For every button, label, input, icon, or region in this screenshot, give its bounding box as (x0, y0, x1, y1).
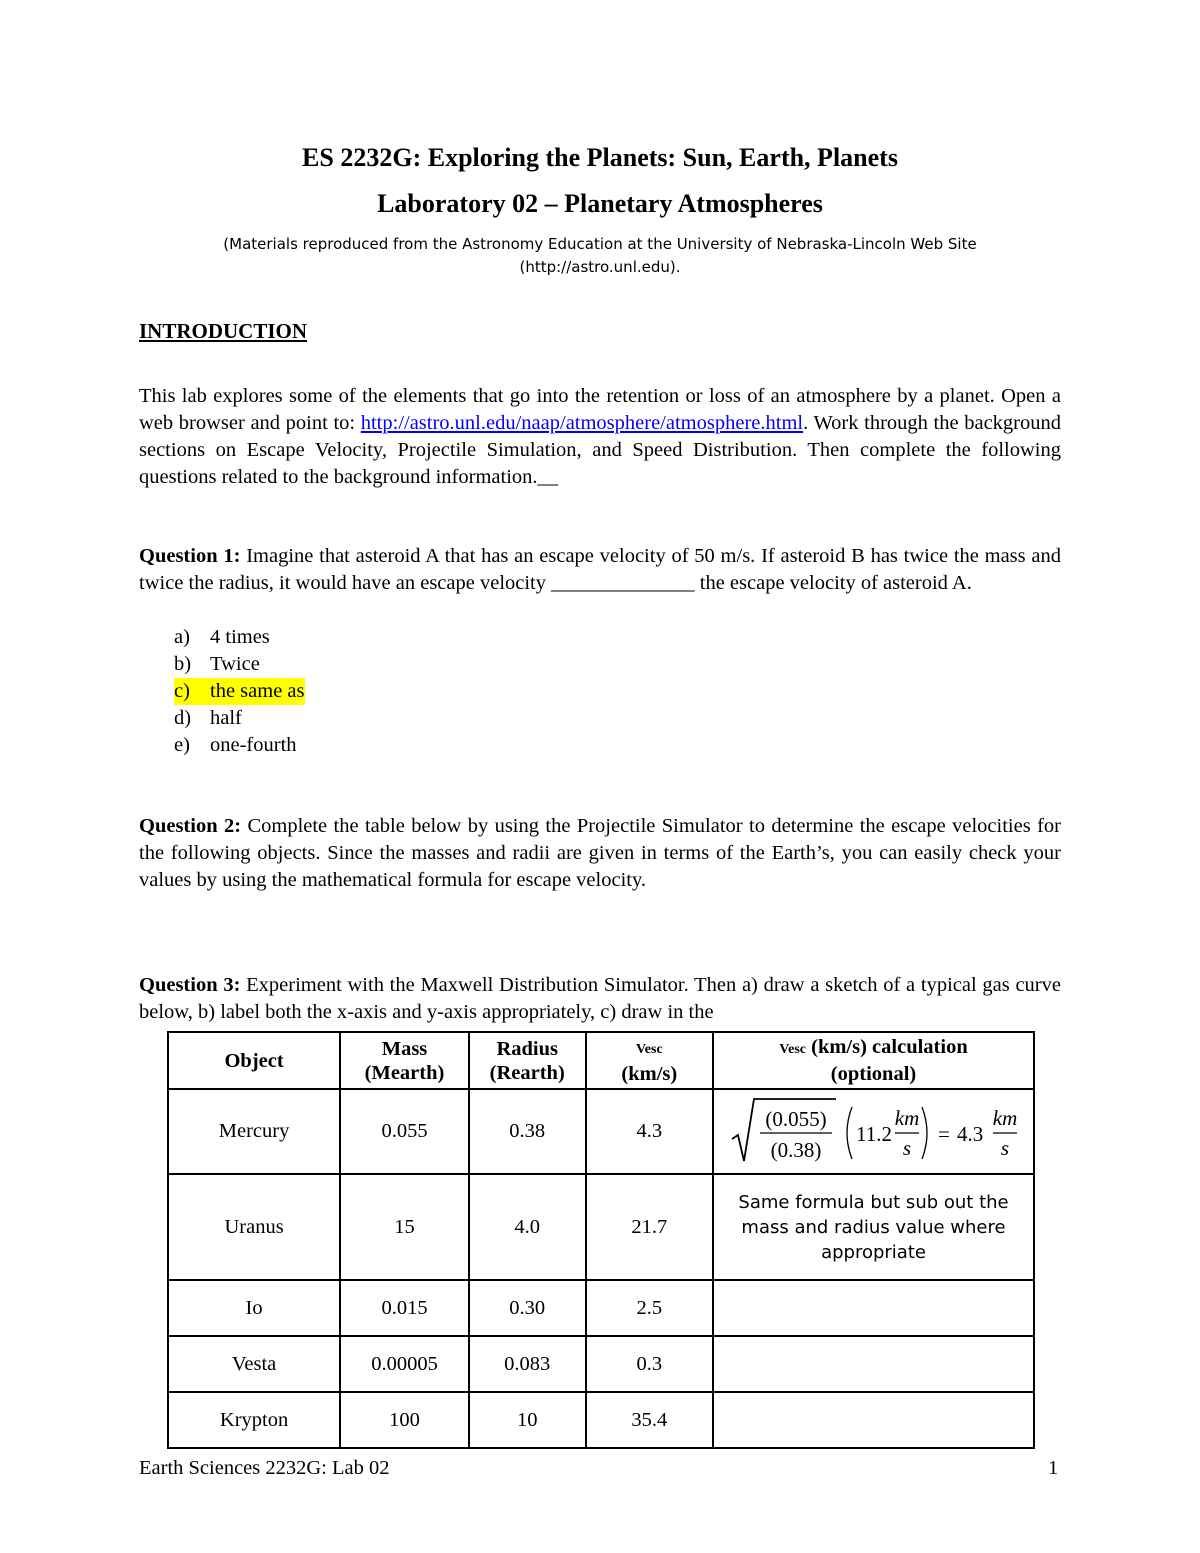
svg-text:(0.38): (0.38) (770, 1137, 821, 1162)
svg-text:km: km (992, 1105, 1017, 1130)
question-2 (139, 813, 1061, 894)
header-calculation: Vesc (km/s) calculation (optional) (713, 1032, 1034, 1089)
uranus-calc-note: Same formula but sub out the mass and radius value where appropriate (713, 1174, 1034, 1280)
svg-text:11.2: 11.2 (855, 1121, 892, 1146)
table-row: Mercury 0.055 0.38 4.3 (0.055) (0.38) 11.2 km s = 4.3 km s (168, 1089, 1034, 1174)
svg-text:s: s (1000, 1135, 1009, 1160)
escape-velocity-formula (724, 1095, 1024, 1169)
question-1-text: Imagine that asteroid A that has an escape velocity of 50 m/s. If asteroid B has twice the mass and twice the radius, it would have an escape velocity ______________ the escape velocity of asteroid A. (139, 545, 1061, 594)
table-row: Krypton 100 10 35.4 (168, 1392, 1034, 1448)
table-row: Uranus 15 4.0 21.7 Same formula but sub out the mass and radius value where appropriate (168, 1174, 1034, 1280)
option-c: c) the same as (174, 678, 305, 705)
intro-text-before: This lab explores some of the elements that go into the retention or loss of an atmosphere by a planet. Open a web browser and point to: (139, 385, 1061, 434)
mercury-formula (713, 1089, 1034, 1174)
question-3-label: Question 3: (139, 974, 241, 996)
footer-course: Earth Sciences 2232G: Lab 02 (139, 1457, 390, 1479)
svg-text:km: km (894, 1105, 919, 1130)
escape-velocity-table (167, 1031, 1035, 1449)
header-mass: Mass (Mearth) (340, 1032, 469, 1089)
option-b: b) Twice (174, 653, 260, 675)
footer-page-number: 1 (1048, 1457, 1059, 1479)
intro-paragraph (139, 383, 1061, 491)
option-e: e) one-fourth (174, 734, 297, 756)
header-object: Object (168, 1032, 340, 1089)
question-3 (139, 972, 1061, 1026)
option-d: d) half (174, 707, 242, 729)
section-heading: INTRODUCTION (139, 319, 308, 343)
header-vesc: Vesc (km/s) (586, 1032, 713, 1089)
svg-text:(0.055): (0.055) (764, 1106, 827, 1131)
title-line-1: ES 2232G: Exploring the Planets: Sun, Earth, Planets (302, 143, 898, 172)
credit-line-2: (http://astro.unl.edu). (519, 258, 681, 276)
option-a: a) 4 times (174, 626, 270, 648)
svg-text:=: = (937, 1121, 950, 1146)
credit-line-1: (Materials reproduced from the Astronomy Education at the University of Nebraska-Lincoln Web Site (223, 235, 977, 253)
table-row: Vesta 0.00005 0.083 0.3 (168, 1336, 1034, 1392)
title-line-2: Laboratory 02 – Planetary Atmospheres (377, 189, 823, 218)
table-row: Io 0.015 0.30 2.5 (168, 1280, 1034, 1336)
atmosphere-link[interactable]: http://astro.unl.edu/naap/atmosphere/atmosphere.html (360, 412, 804, 434)
question-1-options (174, 624, 305, 759)
svg-text:4.3: 4.3 (956, 1121, 983, 1146)
question-2-text: Complete the table below by using the Projectile Simulator to determine the escape velocities for the following objects. Since the masses and radii are given in terms of the Earth’s, you can easily check your values by using the mathematical formula for escape velocity. (139, 815, 1061, 891)
table-header-row (168, 1032, 1034, 1089)
intro-text-after: . Work through the background sections on Escape Velocity, Projectile Simulation, and Speed Distribution. Then complete the following questions related to the background information.__ (139, 412, 1061, 488)
question-3-text: Experiment with the Maxwell Distribution Simulator. Then a) draw a sketch of a typical gas curve below, b) label both the x-axis and y-axis appropriately, c) draw in the (139, 974, 1061, 1023)
question-2-label: Question 2: (139, 815, 242, 837)
header-radius: Radius (Rearth) (469, 1032, 586, 1089)
svg-text:s: s (902, 1135, 911, 1160)
question-1 (139, 543, 1061, 597)
question-1-label: Question 1: (139, 545, 241, 567)
